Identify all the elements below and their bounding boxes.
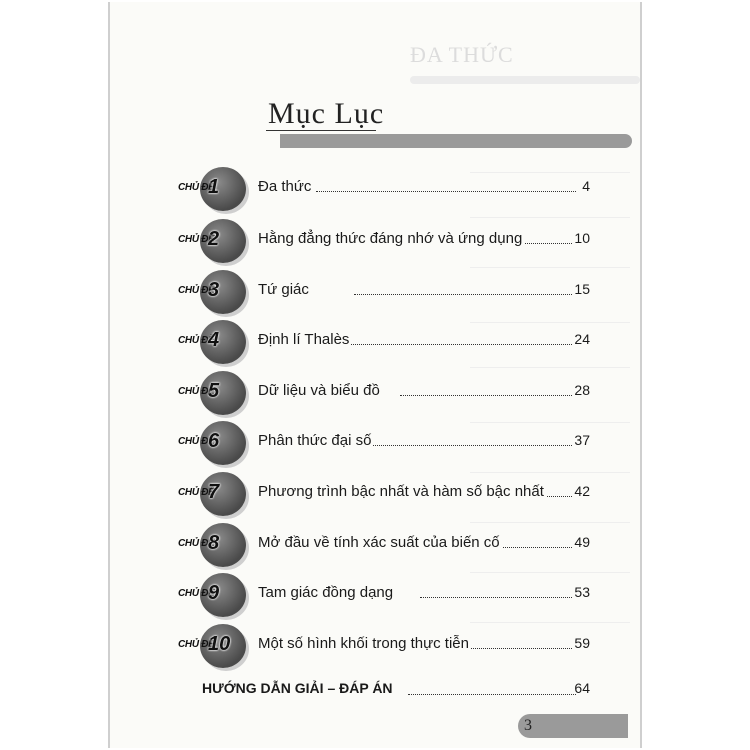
toc-entry[interactable] [110, 167, 642, 211]
dot-leader [400, 395, 576, 396]
toc-entry[interactable] [110, 421, 642, 465]
topic-title: Đa thức [258, 178, 312, 195]
topic-number: 5 [208, 380, 220, 402]
topic-number: 7 [208, 481, 220, 503]
dot-leader [370, 445, 576, 446]
watermark-line [470, 367, 630, 368]
topic-title: Một số hình khối trong thực tiễn [258, 635, 469, 652]
page-number-tab [518, 714, 628, 738]
topic-badge [172, 421, 234, 465]
topic-label: CHỦ ĐỀ [178, 538, 215, 549]
toc-entry[interactable] [110, 219, 642, 263]
dot-leader [408, 694, 576, 695]
topic-badge [172, 523, 234, 567]
topic-label: CHỦ ĐỀ [178, 234, 215, 245]
watermark-line [470, 622, 630, 623]
topic-page: 10 [574, 230, 590, 246]
topic-label: CHỦ ĐỀ [178, 639, 215, 650]
topic-number: 6 [208, 430, 220, 452]
topic-badge [172, 270, 234, 314]
topic-number: 10 [208, 633, 231, 655]
topic-label: CHỦ ĐỀ [178, 588, 215, 599]
toc-entry[interactable] [110, 523, 642, 567]
topic-number: 2 [208, 228, 220, 250]
answers-entry[interactable] [110, 680, 642, 702]
topic-label: CHỦ ĐỀ [178, 335, 215, 346]
topic-page: 42 [574, 483, 590, 499]
topic-page: 49 [574, 534, 590, 550]
toc-entry[interactable] [110, 320, 642, 364]
topic-title: Mở đầu về tính xác suất của biến cố [258, 534, 500, 551]
topic-page: 4 [582, 178, 590, 194]
watermark-bar [410, 76, 640, 84]
topic-badge [172, 320, 234, 364]
topic-page: 37 [574, 432, 590, 448]
topic-badge [172, 167, 234, 211]
topic-title: Phân thức đại số [258, 432, 372, 449]
topic-page: 53 [574, 584, 590, 600]
topic-badge [172, 472, 234, 516]
book-page [108, 2, 642, 748]
toc-entry[interactable] [110, 624, 642, 668]
toc-entry[interactable] [110, 270, 642, 314]
answers-title: HƯỚNG DẪN GIẢI – ĐÁP ÁN [202, 680, 393, 696]
dot-leader [316, 191, 576, 192]
topic-title: Tam giác đồng dạng [258, 584, 394, 601]
topic-label: CHỦ ĐỀ [178, 386, 215, 397]
watermark-line [470, 267, 630, 268]
watermark-line [470, 217, 630, 218]
topic-title: Hằng đẳng thức đáng nhớ và ứng dụng [258, 230, 523, 247]
topic-title: Dữ liệu và biểu đồ [258, 382, 380, 399]
toc-entry[interactable] [110, 472, 642, 516]
topic-page: 24 [574, 331, 590, 347]
dot-leader [354, 294, 576, 295]
topic-page: 59 [574, 635, 590, 651]
topic-label: CHỦ ĐỀ [178, 285, 215, 296]
watermark-heading: ĐA THỨC [410, 42, 514, 67]
toc-entry[interactable] [110, 371, 642, 415]
dot-leader [350, 344, 576, 345]
dot-leader [420, 597, 576, 598]
answers-page: 64 [574, 680, 590, 696]
topic-number: 1 [208, 176, 220, 198]
topic-number: 4 [208, 329, 220, 351]
topic-title: Định lí Thalès [258, 331, 350, 348]
page-number: 3 [524, 717, 532, 734]
header-bar [280, 134, 632, 148]
topic-title: Tứ giác [258, 281, 309, 298]
topic-badge [172, 624, 234, 668]
topic-label: CHỦ ĐỀ [178, 436, 215, 447]
title-underline [266, 130, 376, 131]
topic-page: 28 [574, 382, 590, 398]
topic-badge [172, 573, 234, 617]
topic-label: CHỦ ĐỀ [178, 182, 215, 193]
topic-badge [172, 219, 234, 263]
topic-number: 8 [208, 532, 220, 554]
topic-number: 3 [208, 279, 220, 301]
toc-entry[interactable] [110, 573, 642, 617]
topic-badge [172, 371, 234, 415]
topic-number: 9 [208, 582, 220, 604]
page-title: Mục Lục [268, 97, 385, 130]
topic-page: 15 [574, 281, 590, 297]
topic-title: Phương trình bậc nhất và hàm số bậc nhất [258, 483, 544, 500]
topic-label: CHỦ ĐỀ [178, 487, 215, 498]
